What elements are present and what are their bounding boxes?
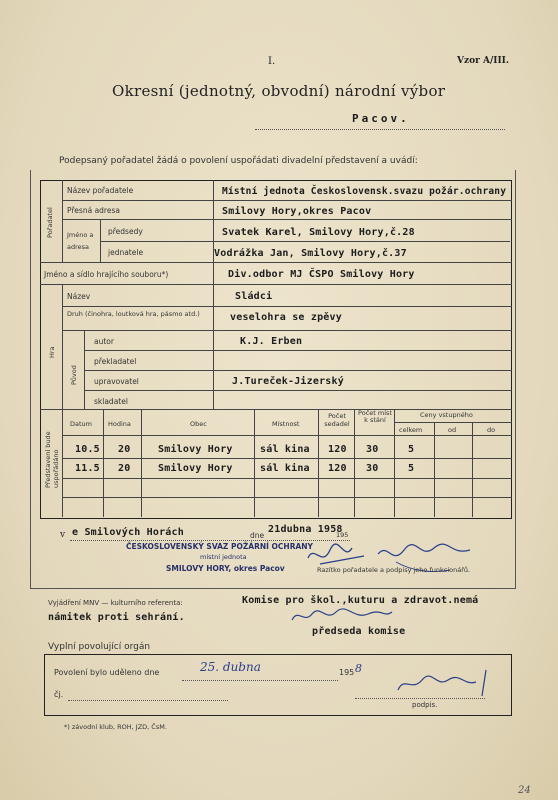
place-value: e Smilových Horách: [72, 527, 184, 538]
intro-text: Podepsaný pořadatel žádá o povolení uspořádati divadelní představení a uvádí:: [59, 156, 418, 166]
header-ceny: Ceny vstupného: [420, 411, 473, 419]
value-predsedy: Svatek Karel, Smilovy Hory,č.28: [222, 227, 415, 238]
entry-sedadla: 120: [328, 444, 347, 455]
value-nazev-poradatele: Místní jednota Československ.svazu požár.ochrany: [222, 186, 507, 197]
entry-datum: 10.5: [75, 444, 100, 455]
header-celkem: celkem: [399, 426, 423, 434]
stamp-line1: ČESKOSLOVENSKÝ SVAZ POŽÁRNÍ OCHRANY: [126, 542, 313, 551]
entry-stani: 30: [366, 444, 379, 455]
side-label-hra: Hra: [48, 346, 56, 358]
header-do: do: [487, 426, 496, 434]
entry-hodina: 20: [118, 463, 131, 474]
podpis-label: podpis.: [412, 701, 438, 709]
entry-mistnost: sál kina: [260, 463, 310, 474]
label-nazev-poradatele: Název pořadatele: [67, 186, 134, 195]
povoleni-date-line: [182, 680, 338, 681]
entry-datum: 11.5: [75, 463, 100, 474]
place-prefix: v: [60, 530, 66, 540]
povoleni-date: 25. dubna: [200, 660, 261, 674]
value-soubor: Div.odbor MJ ČSPO Smilovy Hory: [228, 269, 415, 280]
label-soubor: Jméno a sídlo hrajícího souboru*): [44, 270, 169, 279]
signature-caption: Razítko pořadatele a podpisy jeho funkcionářů.: [317, 566, 471, 574]
header-datum: Datum: [70, 420, 92, 428]
povoleni-year: 195: [339, 668, 355, 677]
entry-celkem: 5: [408, 463, 415, 474]
office-signature: [392, 666, 502, 700]
stamp-line3: SMILOVY HORY, okres Pacov: [166, 564, 285, 573]
value-upravovatel: J.Tureček-Jizerský: [232, 376, 344, 387]
header-pocet-mist: Počet míst k stání: [358, 409, 392, 424]
office-place-line: [255, 129, 505, 130]
stamp-line2: místní jednota: [200, 553, 247, 561]
date-prefix: dne: [250, 531, 265, 540]
header-od: od: [448, 426, 457, 434]
header-pocet-sedadel: Počet sedadel: [324, 412, 350, 428]
label-autor: autor: [94, 337, 114, 346]
entry-obec: Smilovy Hory: [158, 444, 233, 455]
mnv-text-line2: námitek proti sehrání.: [48, 612, 185, 623]
cj-line: [68, 700, 228, 701]
entry-hodina: 20: [118, 444, 131, 455]
entry-celkem: 5: [408, 444, 415, 455]
mnv-text-line1: Komise pro škol.,kuturu a zdravot.nemá: [242, 595, 479, 606]
office-heading: Vyplní povolující orgán: [48, 642, 151, 652]
value-jednatele: Vodrážka Jan, Smilovy Hory,č.37: [214, 248, 407, 259]
label-hra-nazev: Název: [67, 292, 91, 301]
header-hodina: Hodina: [108, 420, 131, 428]
entry-mistnost: sál kina: [260, 444, 310, 455]
value-druh: veselohra se zpěvy: [230, 312, 342, 323]
label-jmeno-adresa: Jméno a adresa: [67, 231, 94, 251]
label-presna-adresa: Přesná adresa: [67, 206, 120, 215]
form-section-number: I.: [268, 56, 276, 67]
form-template-code: Vzor A/III.: [457, 56, 510, 66]
label-skladatel: skladatel: [94, 397, 128, 406]
label-predsedy: předsedy: [108, 227, 143, 236]
entry-obec: Smilovy Hory: [158, 463, 233, 474]
value-hra-nazev: Sládci: [235, 291, 273, 302]
side-label-puvod: Původ: [70, 365, 78, 385]
footnote: *) závodní klub, ROH, JZD, ČsM.: [64, 723, 167, 731]
header-obec: Obec: [190, 420, 207, 428]
entry-sedadla: 120: [328, 463, 347, 474]
label-upravovatel: upravovatel: [94, 377, 139, 386]
mnv-signature: [288, 606, 398, 628]
year-suffix: 195: [336, 531, 349, 539]
value-presna-adresa: Smilovy Hory,okres Pacov: [222, 206, 372, 217]
povoleni-year-end: 8: [355, 662, 362, 675]
entry-stani: 30: [366, 463, 379, 474]
mnv-label: Vyjádření MNV — kulturního referenta:: [48, 599, 183, 607]
form-outer-border: [30, 170, 516, 589]
side-label-predstaveni: Představení bude uspořádáno: [44, 431, 60, 488]
header-mistnost: Místnost: [272, 420, 300, 428]
label-druh: Druh (činohra, loutková hra, pásmo atd.): [67, 310, 200, 318]
value-autor: K.J. Erben: [240, 336, 303, 347]
label-prekladatel: překladatel: [94, 357, 137, 366]
side-label-poradatel: Pořadatel: [46, 207, 54, 238]
cj-label: čj.: [54, 690, 64, 699]
office-place: Pacov.: [352, 112, 410, 125]
label-jednatele: jednatele: [108, 248, 144, 257]
povoleni-label: Povolení bylo uděleno dne: [54, 668, 160, 677]
mnv-sign-role: předseda komise: [312, 626, 406, 637]
date-value: 21dubna 1958: [268, 524, 343, 535]
page-number: 24: [518, 785, 531, 796]
page-title: Okresní (jednotný, obvodní) národní výbor: [112, 82, 446, 100]
